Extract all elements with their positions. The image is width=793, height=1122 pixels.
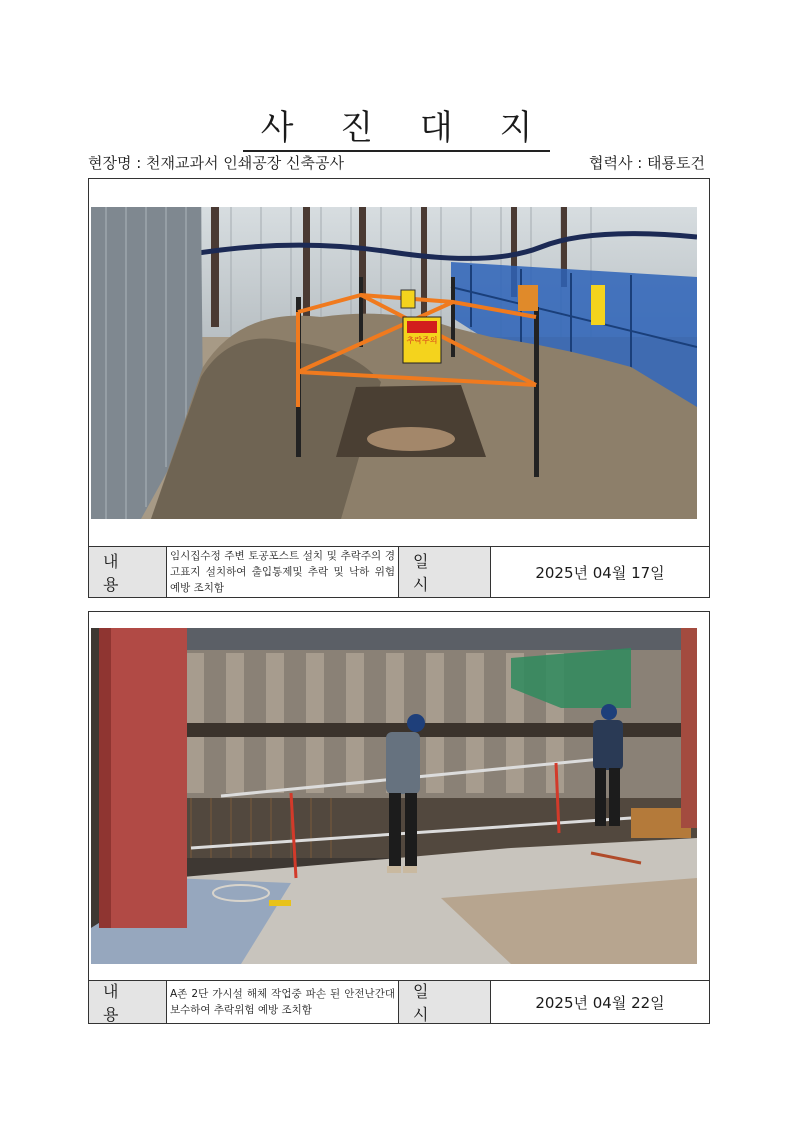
date-value: 2025년 04월 17일: [535, 563, 665, 582]
content-label: 내 용: [89, 547, 167, 597]
info-row-1: [89, 546, 709, 597]
site-photo-2: [91, 628, 697, 964]
date-label: 일 시: [399, 981, 491, 1023]
date-value: 2025년 04월 22일: [535, 993, 665, 1012]
date-label: 일 시: [399, 547, 491, 597]
photo-panel-2: [88, 611, 710, 1024]
info-row-2: [89, 980, 709, 1023]
content-text: 임시집수정 주변 토공포스트 설치 및 추락주의 경고표지 설치하여 출입통제및 추락 및 낙하 위험 예방 조치함: [167, 547, 399, 597]
contractor-name: 협력사 : 태룡토건: [588, 154, 705, 172]
document-title: 사 진 대 지: [0, 100, 793, 149]
photo-panel-1: [88, 178, 710, 598]
content-text: A존 2단 가시설 해체 작업중 파손 된 안전난간대 보수하여 추락위험 예방 조치함: [167, 981, 399, 1023]
warning-sign-text: 추락주의: [406, 336, 438, 345]
site-photo-1: [91, 207, 697, 519]
site-name: 현장명 : 천재교과서 인쇄공장 신축공사: [88, 154, 344, 172]
content-label: 내 용: [89, 981, 167, 1023]
